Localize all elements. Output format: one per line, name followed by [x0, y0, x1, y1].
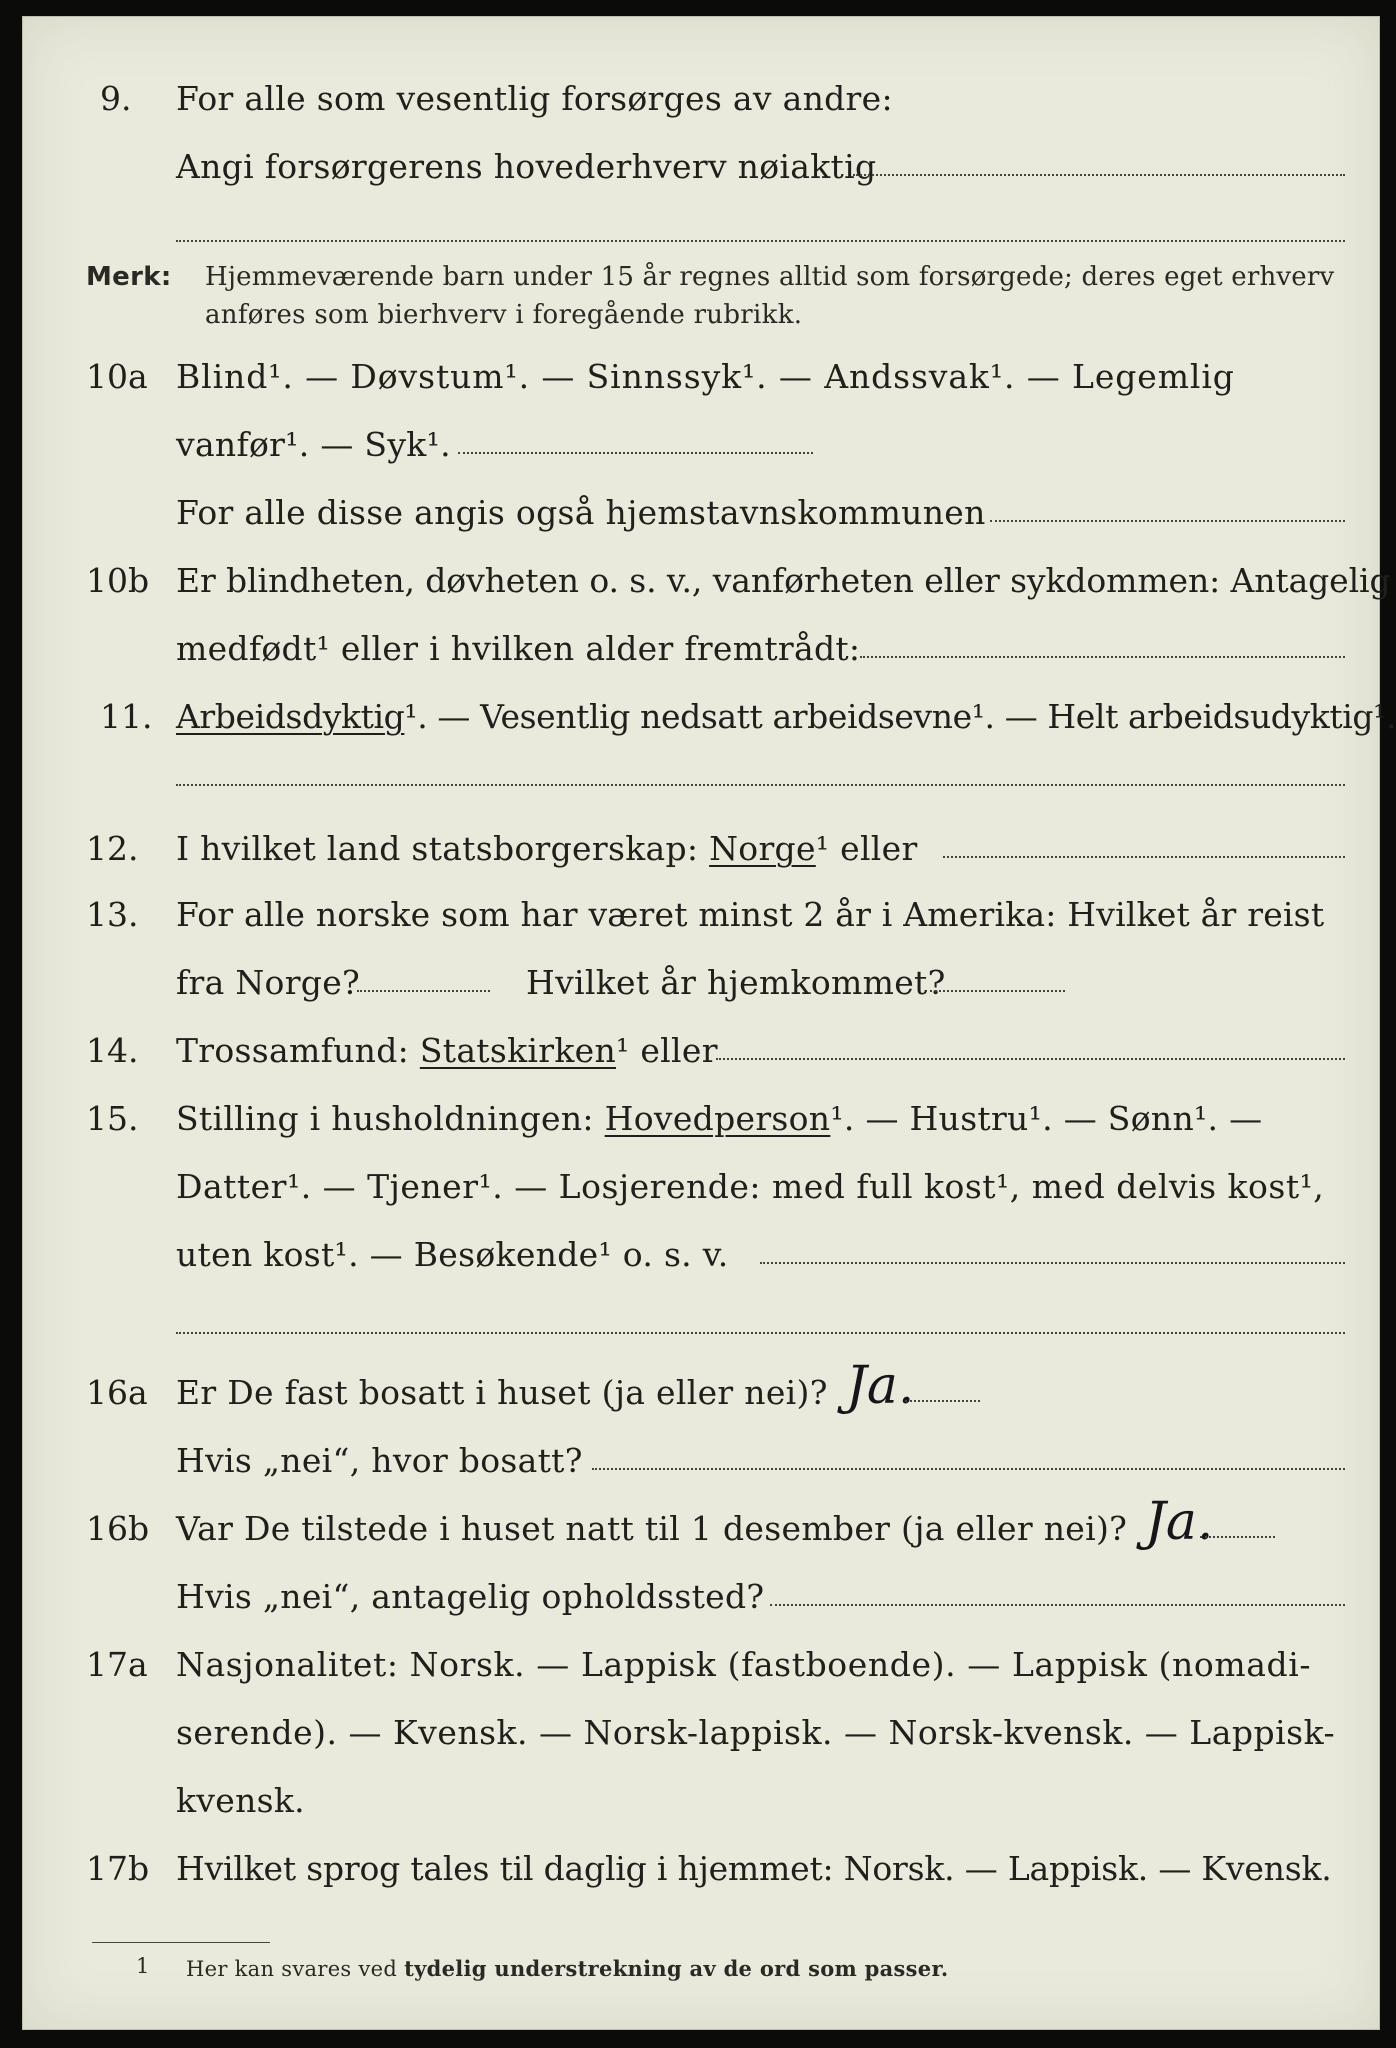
q14-text: [176, 1031, 718, 1070]
q12-answer-line[interactable]: [943, 856, 1345, 858]
question-number-17a: 17a: [86, 1645, 148, 1684]
q11-underlined-arbeidsdyktig[interactable]: Arbeidsdyktig: [176, 697, 405, 736]
q12-suffix: ¹ eller: [815, 829, 918, 868]
q9-line-2: Angi forsørgerens hovederhverv nøiaktig: [176, 147, 877, 186]
merk-line-1: Hjemmeværende barn under 15 år regnes alltid som forsørgede; deres eget erhverv: [205, 262, 1335, 292]
q16b-opholdssted-answer-line[interactable]: [770, 1604, 1345, 1606]
q10b-line-2: medfødt¹ eller i hvilken alder fremtrådt:: [176, 629, 861, 668]
q14-underlined-statskirken[interactable]: Statskirken: [419, 1031, 617, 1070]
question-number-12: 12.: [86, 829, 139, 868]
q17a-line-2: serende). — Kvensk. — Norsk-lappisk. — Norsk-kvensk. — Lappisk-: [176, 1713, 1336, 1752]
q16b-answer-line[interactable]: [1200, 1536, 1275, 1538]
question-number-13: 13.: [86, 895, 139, 934]
footnote-separator: [92, 1942, 270, 1943]
q17b-line-1: Hvilket sprog tales til daglig i hjemmet: Norsk. — Lappisk. — Kvensk.: [176, 1849, 1332, 1888]
footnote-prefix: Her kan svares ved: [186, 1957, 398, 1981]
footnote-bold-text: tydelig understrekning av de ord som passer.: [404, 1956, 949, 1981]
q16b-handwritten-answer[interactable]: Ja.: [1145, 1492, 1214, 1552]
q16a-answer-line[interactable]: [905, 1400, 980, 1402]
q14-suffix: ¹ eller: [616, 1031, 718, 1070]
q15-prefix: Stilling i husholdningen:: [176, 1099, 594, 1138]
q16a-line-1: Er De fast bosatt i huset (ja eller nei)?: [176, 1373, 828, 1412]
q11-text: [176, 697, 1396, 736]
q10a-line-1: Blind¹. — Døvstum¹. — Sinnssyk¹. — Andssvak¹. — Legemlig: [176, 357, 1235, 396]
merk-line-2: anføres som bierhverv i foregående rubrikk.: [205, 300, 803, 330]
q12-text: [176, 829, 918, 868]
q16a-bosatt-answer-line[interactable]: [592, 1468, 1345, 1470]
q17a-line-1: Nasjonalitet: Norsk. — Lappisk (fastboende). — Lappisk (nomadi-: [176, 1645, 1312, 1684]
footnote-mark: 1: [136, 1954, 150, 1978]
q15-line-3: uten kost¹. — Besøkende¹ o. s. v.: [176, 1235, 729, 1274]
q15-suffix: ¹. — Hustru¹. — Sønn¹. —: [830, 1099, 1263, 1138]
q15-answer-line[interactable]: [760, 1262, 1345, 1264]
q9-answer-line-2[interactable]: [176, 240, 1345, 242]
q11-rest: ¹. — Vesentlig nedsatt arbeidsevne¹. — Helt arbeidsudyktig¹.: [404, 697, 1396, 736]
q15-line-1: [176, 1099, 1263, 1138]
question-number-16a: 16a: [86, 1373, 148, 1412]
question-number-15: 15.: [86, 1099, 139, 1138]
q9-answer-line[interactable]: [853, 174, 1345, 176]
q10a-line-2: vanfør¹. — Syk¹.: [176, 425, 451, 464]
q12-underlined-norge[interactable]: Norge: [709, 829, 816, 868]
question-number-16b: 16b: [86, 1509, 150, 1548]
merk-label: Merk:: [86, 262, 172, 292]
question-number-9: 9.: [100, 79, 132, 118]
q13-line-1: For alle norske som har været minst 2 år i Amerika: Hvilket år reist: [176, 895, 1325, 934]
q10a-answer-line-2[interactable]: [990, 520, 1345, 522]
q15-line-2: Datter¹. — Tjener¹. — Losjerende: med full kost¹, med delvis kost¹,: [176, 1167, 1325, 1206]
q10a-answer-line-1[interactable]: [458, 452, 813, 454]
q9-line-1: For alle som vesentlig forsørges av andre:: [176, 79, 893, 118]
q13-hjemkommet-answer-line[interactable]: [930, 990, 1065, 992]
q14-prefix: Trossamfund:: [176, 1031, 410, 1070]
q16a-line-2: Hvis „nei“, hvor bosatt?: [176, 1441, 583, 1480]
q15-underlined-hovedperson[interactable]: Hovedperson: [604, 1099, 831, 1138]
q11-answer-line[interactable]: [176, 784, 1345, 786]
q13-line-2a: fra Norge?: [176, 963, 361, 1002]
question-number-14: 14.: [86, 1031, 139, 1070]
q12-prefix: I hvilket land statsborgerskap:: [176, 829, 699, 868]
q10b-line-1: Er blindheten, døvheten o. s. v., vanførheten eller sykdommen: Antagelig: [176, 561, 1391, 600]
q17a-line-3: kvensk.: [176, 1781, 305, 1820]
q13-line-2b: Hvilket år hjemkommet?: [526, 963, 946, 1002]
question-number-10a: 10a: [86, 357, 148, 396]
q16b-line-1: Var De tilstede i huset natt til 1 desember (ja eller nei)?: [176, 1509, 1128, 1548]
q13-reist-answer-line[interactable]: [357, 990, 490, 992]
question-number-11: 11.: [100, 697, 153, 736]
question-number-17b: 17b: [86, 1849, 150, 1888]
q16b-line-2: Hvis „nei“, antagelig opholdssted?: [176, 1577, 765, 1616]
footnote-text: [186, 1958, 949, 1980]
q14-answer-line[interactable]: [716, 1058, 1345, 1060]
question-number-10b: 10b: [86, 561, 150, 600]
q15-answer-line-2[interactable]: [176, 1332, 1345, 1334]
q16a-handwritten-answer[interactable]: Ja.: [846, 1356, 915, 1416]
q10a-line-3: For alle disse angis også hjemstavnskommunen: [176, 493, 986, 532]
q10b-answer-line[interactable]: [860, 656, 1345, 658]
